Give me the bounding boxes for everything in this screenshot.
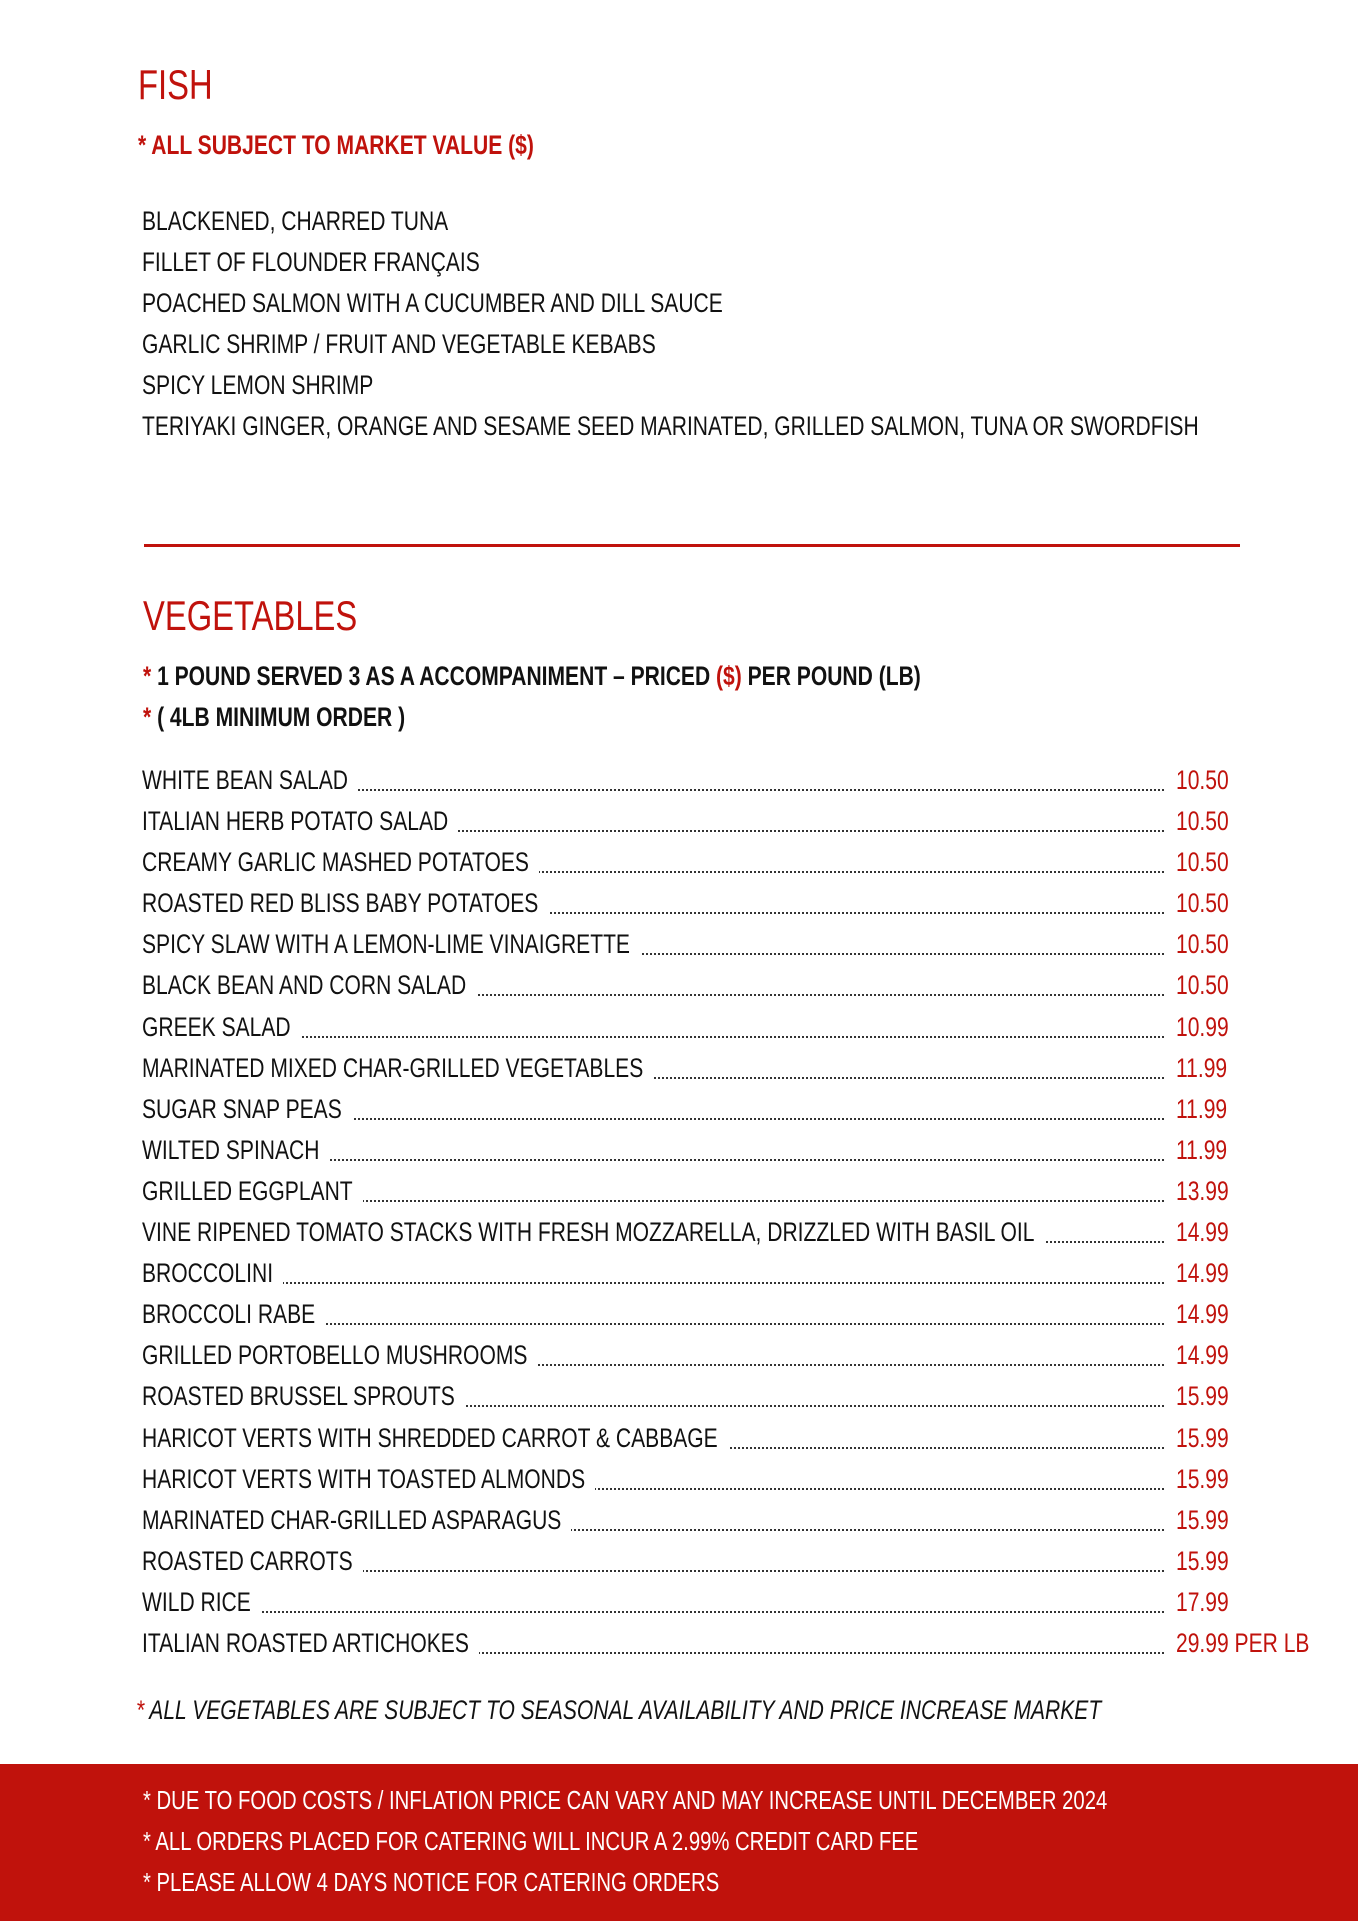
vegetable-row bbox=[142, 1418, 1342, 1459]
vegetable-name: MARINATED CHAR-GRILLED ASPARAGUS bbox=[142, 1504, 562, 1535]
vegetable-name: WILD RICE bbox=[142, 1586, 251, 1617]
vegetable-name: BROCCOLINI bbox=[142, 1258, 274, 1289]
vegetable-row bbox=[142, 760, 1342, 801]
vegetable-row bbox=[142, 1294, 1342, 1335]
note-asterisk: * bbox=[143, 702, 152, 732]
vegetable-price: 10.50 bbox=[1176, 929, 1229, 960]
vegetable-row bbox=[142, 801, 1342, 842]
vegetable-price: 17.99 bbox=[1176, 1586, 1229, 1617]
vegetables-price-list bbox=[142, 760, 1342, 1664]
vegetable-price: 13.99 bbox=[1176, 1175, 1229, 1206]
vegetable-name: MARINATED MIXED CHAR-GRILLED VEGETABLES bbox=[142, 1052, 644, 1083]
vegetable-price: 10.99 bbox=[1176, 1011, 1229, 1042]
vegetable-row bbox=[142, 924, 1342, 965]
availability-note-text: ALL VEGETABLES ARE SUBJECT TO SEASONAL AVAILABILITY AND PRICE INCREASE MARKET bbox=[149, 1695, 1102, 1725]
vegetable-name: VINE RIPENED TOMATO STACKS WITH FRESH MOZZARELLA, DRIZZLED WITH BASIL OIL bbox=[142, 1217, 1035, 1248]
vegetables-pricing-note bbox=[143, 663, 1140, 690]
fish-item-list bbox=[142, 201, 1358, 447]
vegetable-row bbox=[142, 1582, 1342, 1623]
vegetable-row bbox=[142, 1459, 1342, 1500]
fish-item: FILLET OF FLOUNDER FRANÇAIS bbox=[142, 247, 480, 277]
fish-item: BLACKENED, CHARRED TUNA bbox=[142, 206, 449, 236]
banner-line: * DUE TO FOOD COSTS / INFLATION PRICE CAN VARY AND MAY INCREASE UNTIL DECEMBER 2024 bbox=[143, 1785, 1108, 1815]
price-symbol: ($) bbox=[716, 661, 742, 691]
vegetable-name: BROCCOLI RABE bbox=[142, 1299, 316, 1330]
vegetable-row bbox=[142, 1007, 1342, 1048]
vegetable-price: 14.99 bbox=[1176, 1340, 1229, 1371]
vegetable-name: SPICY SLAW WITH A LEMON-LIME VINAIGRETTE bbox=[142, 929, 630, 960]
vegetable-price: 15.99 bbox=[1176, 1463, 1229, 1494]
vegetable-price: 10.50 bbox=[1176, 888, 1229, 919]
vegetable-price: 15.99 bbox=[1176, 1381, 1229, 1412]
vegetable-price: 10.50 bbox=[1176, 847, 1229, 878]
banner-line: * ALL ORDERS PLACED FOR CATERING WILL INCUR A 2.99% CREDIT CARD FEE bbox=[143, 1826, 919, 1856]
vegetable-price: 10.50 bbox=[1176, 806, 1229, 837]
dot-leader bbox=[142, 1611, 1164, 1613]
vegetable-name: BLACK BEAN AND CORN SALAD bbox=[142, 970, 467, 1001]
vegetable-row bbox=[142, 1171, 1342, 1212]
minimum-order-text: ( 4LB MINIMUM ORDER ) bbox=[157, 702, 406, 732]
vegetable-row bbox=[142, 1500, 1342, 1541]
banner-line: * PLEASE ALLOW 4 DAYS NOTICE FOR CATERING ORDERS bbox=[143, 1867, 720, 1897]
vegetable-name: ROASTED BRUSSEL SPROUTS bbox=[142, 1381, 455, 1412]
vegetable-row bbox=[142, 1048, 1342, 1089]
pricing-note-text: 1 POUND SERVED 3 AS A ACCOMPANIMENT – PRICED bbox=[157, 661, 711, 691]
vegetable-name: ITALIAN HERB POTATO SALAD bbox=[142, 806, 449, 837]
vegetable-name: ROASTED CARROTS bbox=[142, 1545, 353, 1576]
vegetable-row bbox=[142, 1623, 1342, 1664]
vegetable-price: 15.99 bbox=[1176, 1545, 1229, 1576]
vegetable-row bbox=[142, 965, 1342, 1006]
vegetable-price: 15.99 bbox=[1176, 1422, 1229, 1453]
vegetable-name: HARICOT VERTS WITH TOASTED ALMONDS bbox=[142, 1463, 586, 1494]
note-asterisk: * bbox=[143, 661, 152, 691]
vegetable-row bbox=[142, 1212, 1342, 1253]
fish-item: TERIYAKI GINGER, ORANGE AND SESAME SEED MARINATED, GRILLED SALMON, TUNA OR SWORDFISH bbox=[142, 411, 1199, 441]
vegetable-name: HARICOT VERTS WITH SHREDDED CARROT & CABBAGE bbox=[142, 1422, 718, 1453]
vegetable-name: CREAMY GARLIC MASHED POTATOES bbox=[142, 847, 529, 878]
vegetable-name: SUGAR SNAP PEAS bbox=[142, 1093, 342, 1124]
vegetable-price: 11.99 bbox=[1176, 1134, 1228, 1165]
vegetable-price: 14.99 bbox=[1176, 1217, 1229, 1248]
vegetable-price: 11.99 bbox=[1176, 1052, 1228, 1083]
vegetable-price: 10.50 bbox=[1176, 765, 1229, 795]
fish-item: SPICY LEMON SHRIMP bbox=[142, 370, 374, 400]
fish-section-title: FISH bbox=[138, 61, 213, 108]
vegetable-row bbox=[142, 883, 1342, 924]
vegetable-name: GREEK SALAD bbox=[142, 1011, 291, 1042]
fish-market-value-note: * ALL SUBJECT TO MARKET VALUE ($) bbox=[138, 130, 534, 160]
vegetable-name: ROASTED RED BLISS BABY POTATOES bbox=[142, 888, 539, 919]
footer-banner bbox=[0, 1764, 1358, 1921]
vegetable-price: 10.50 bbox=[1176, 970, 1229, 1001]
note-asterisk: * bbox=[136, 1695, 145, 1725]
vegetable-row bbox=[142, 1376, 1342, 1417]
vegetable-row bbox=[142, 842, 1342, 883]
vegetables-section-title: VEGETABLES bbox=[143, 592, 358, 639]
pricing-note-unit: PER POUND (LB) bbox=[747, 661, 921, 691]
vegetable-row bbox=[142, 1089, 1342, 1130]
vegetable-name: WHITE BEAN SALAD bbox=[142, 765, 348, 795]
vegetable-name: GRILLED PORTOBELLO MUSHROOMS bbox=[142, 1340, 528, 1371]
vegetable-price: 11.99 bbox=[1176, 1093, 1228, 1124]
vegetable-row bbox=[142, 1541, 1342, 1582]
vegetable-name: ITALIAN ROASTED ARTICHOKES bbox=[142, 1627, 469, 1658]
vegetable-name: WILTED SPINACH bbox=[142, 1134, 320, 1165]
vegetable-price: 14.99 bbox=[1176, 1299, 1229, 1330]
fish-item: POACHED SALMON WITH A CUCUMBER AND DILL SAUCE bbox=[142, 288, 723, 318]
vegetable-price: 15.99 bbox=[1176, 1504, 1229, 1535]
vegetable-price: 14.99 bbox=[1176, 1258, 1229, 1289]
vegetables-minimum-note bbox=[143, 704, 479, 731]
fish-item: GARLIC SHRIMP / FRUIT AND VEGETABLE KEBABS bbox=[142, 329, 656, 359]
vegetable-name: GRILLED EGGPLANT bbox=[142, 1175, 353, 1206]
vegetable-row bbox=[142, 1253, 1342, 1294]
vegetable-row bbox=[142, 1130, 1342, 1171]
vegetable-price: 29.99 PER LB bbox=[1176, 1627, 1310, 1658]
vegetable-row bbox=[142, 1335, 1342, 1376]
vegetables-availability-note bbox=[136, 1697, 1358, 1724]
section-divider bbox=[144, 544, 1240, 547]
